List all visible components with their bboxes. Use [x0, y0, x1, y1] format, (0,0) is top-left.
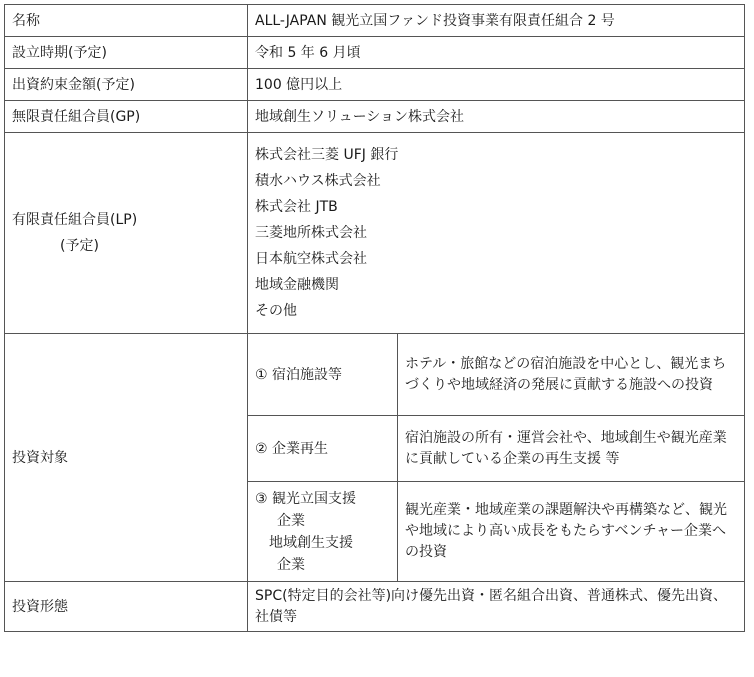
target-description: ホテル・旅館などの宿泊施設を中心とし、観光まちづくりや地域経済の発展に貢献する施設への投資 [398, 334, 745, 416]
target-category: ① 宿泊施設等 [248, 334, 398, 416]
value-form: SPC(特定目的会社等)向け優先出資・匿名組合出資、普通株式、優先出資、社債等 [248, 582, 745, 632]
label-commitment: 出資約束金額(予定) [5, 69, 248, 101]
lp-member: 日本航空株式会社 [255, 251, 367, 267]
lp-label-sub: (予定) [60, 238, 99, 254]
lp-member: 株式会社三菱 UFJ 銀行 [255, 147, 399, 163]
label-name: 名称 [5, 5, 248, 37]
target-description: 観光産業・地域産業の課題解決や再構築など、観光や地域により高い成長をもたらすベンチャー企業への投資 [398, 482, 745, 582]
target-category-line: 地域創生支援 [269, 534, 353, 551]
value-established: 令和 5 年 6 月頃 [248, 37, 745, 69]
lp-member: その他 [255, 303, 297, 319]
lp-member: 積水ハウス株式会社 [255, 173, 381, 189]
lp-member: 三菱地所株式会社 [255, 225, 367, 241]
row-gp [5, 101, 745, 133]
label-established: 設立時期(予定) [5, 37, 248, 69]
target-category-line: 企業 [277, 512, 305, 529]
lp-label-main: 有限責任組合員(LP) [12, 212, 138, 228]
fund-overview-table [4, 4, 745, 632]
row-form [5, 582, 745, 632]
lp-member-list [248, 133, 745, 334]
row-lp [5, 133, 745, 334]
lp-member: 株式会社 JTB [255, 199, 338, 215]
target-category-line: ③ 観光立国支援 [255, 490, 357, 507]
target-category-line: 企業 [277, 556, 305, 573]
row-name [5, 5, 745, 37]
label-gp: 無限責任組合員(GP) [5, 101, 248, 133]
row-target-1 [5, 334, 745, 416]
lp-member: 地域金融機関 [255, 277, 339, 293]
label-targets: 投資対象 [5, 334, 248, 582]
value-commitment: 100 億円以上 [248, 69, 745, 101]
label-lp [5, 133, 248, 334]
target-description: 宿泊施設の所有・運営会社や、地域創生や観光産業に貢献している企業の再生支援 等 [398, 416, 745, 482]
target-category [248, 482, 398, 582]
row-commitment [5, 69, 745, 101]
label-form: 投資形態 [5, 582, 248, 632]
target-category: ② 企業再生 [248, 416, 398, 482]
row-established [5, 37, 745, 69]
value-gp: 地域創生ソリューション株式会社 [248, 101, 745, 133]
value-name: ALL-JAPAN 観光立国ファンド投資事業有限責任組合 2 号 [248, 5, 745, 37]
